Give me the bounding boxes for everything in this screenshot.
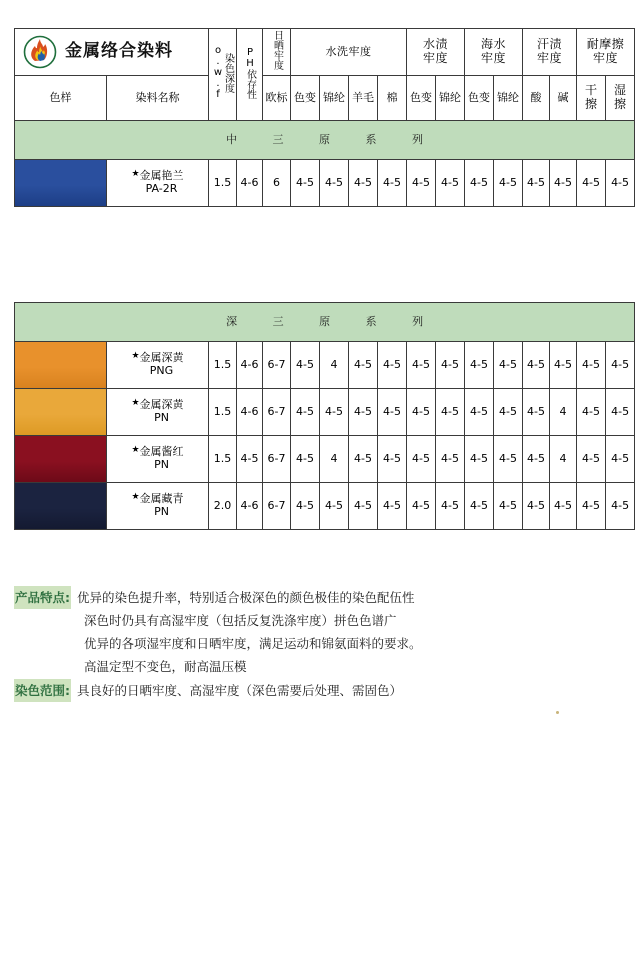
value-persp-alkali: 4 — [550, 436, 577, 483]
value-sea-change: 4-5 — [465, 436, 494, 483]
brand-logo-cell — [15, 29, 209, 76]
dye-name-line2: PA-2R — [145, 182, 178, 195]
value-rub-dry: 4-5 — [577, 436, 606, 483]
value-persp-acid: 4-5 — [523, 483, 550, 530]
value-rub-dry: 4-5 — [577, 342, 606, 389]
header-wash-change: 色变 — [291, 76, 320, 121]
value-wash-wool: 4-5 — [349, 483, 378, 530]
series-title-medium: 中 三 原 系 列 — [15, 121, 635, 160]
value-wash-nylon: 4 — [320, 342, 349, 389]
value-wash-change: 4-5 — [291, 342, 320, 389]
dye-name-line2: PNG — [149, 364, 174, 377]
color-swatch — [15, 160, 107, 207]
value-ph: 4-6 — [237, 389, 263, 436]
dye-name-cell — [107, 483, 209, 530]
table-row — [15, 342, 635, 389]
series-band-row — [15, 121, 635, 160]
color-swatch — [15, 436, 107, 483]
value-persp-alkali: 4-5 — [550, 160, 577, 207]
value-water-change: 4-5 — [407, 389, 436, 436]
header-water-nylon: 锦纶 — [436, 76, 465, 121]
value-light: 6-7 — [263, 483, 291, 530]
table-row — [15, 389, 635, 436]
value-dye-depth: 2.0 — [209, 483, 237, 530]
value-wash-nylon: 4 — [320, 436, 349, 483]
star-icon: ★ — [131, 492, 140, 503]
value-persp-alkali: 4-5 — [550, 483, 577, 530]
value-ph: 4-6 — [237, 342, 263, 389]
value-water-change: 4-5 — [407, 436, 436, 483]
value-wash-nylon: 4-5 — [320, 160, 349, 207]
value-persp-alkali: 4 — [550, 389, 577, 436]
table-row — [15, 483, 635, 530]
dye-name-line1: 金属深黄 — [139, 398, 184, 412]
value-wash-cotton: 4-5 — [378, 436, 407, 483]
value-sea-change: 4-5 — [465, 389, 494, 436]
dye-name-cell — [107, 342, 209, 389]
color-swatch — [15, 342, 107, 389]
value-wash-cotton: 4-5 — [378, 389, 407, 436]
dye-name-line1: 金属酱红 — [139, 445, 184, 459]
dye-name-line2: PN — [154, 411, 169, 424]
value-persp-acid: 4-5 — [523, 389, 550, 436]
star-icon: ★ — [131, 169, 140, 180]
dye-name-cell — [107, 436, 209, 483]
header-seawater-fastness: 海水 牢度 — [465, 29, 523, 76]
value-wash-nylon: 4-5 — [320, 389, 349, 436]
paper-speck — [556, 711, 559, 714]
dye-name-line1: 金属艳兰 — [139, 169, 184, 183]
flame-droplet-logo-icon — [23, 35, 57, 69]
value-water-change: 4-5 — [407, 342, 436, 389]
table-row — [15, 436, 635, 483]
value-sea-nylon: 4-5 — [494, 160, 523, 207]
series-title-deep: 深 三 原 系 列 — [15, 303, 635, 342]
value-light: 6-7 — [263, 389, 291, 436]
swatch-fill — [15, 436, 106, 482]
value-dye-depth: 1.5 — [209, 436, 237, 483]
value-wash-change: 4-5 — [291, 160, 320, 207]
value-sea-nylon: 4-5 — [494, 483, 523, 530]
header-water-fastness: 水渍 牢度 — [407, 29, 465, 76]
value-water-nylon: 4-5 — [436, 483, 465, 530]
value-persp-acid: 4-5 — [523, 342, 550, 389]
header-persp-alkali: 碱 — [550, 76, 577, 121]
value-dye-depth: 1.5 — [209, 342, 237, 389]
value-rub-wet: 4-5 — [606, 342, 635, 389]
swatch-fill — [15, 342, 106, 388]
value-water-nylon: 4-5 — [436, 436, 465, 483]
value-light: 6 — [263, 160, 291, 207]
feature-line-2: 深色时仍具有高湿牢度（包括反复洗涤牢度）拼色色谱广 — [84, 613, 397, 629]
value-dye-depth: 1.5 — [209, 389, 237, 436]
header-wash-cotton: 棉 — [378, 76, 407, 121]
header-rub-dry: 干 擦 — [577, 76, 606, 121]
header-wash-nylon: 锦纶 — [320, 76, 349, 121]
dye-name-line1: 金属深黄 — [139, 351, 184, 365]
header-rub-wet: 湿 擦 — [606, 76, 635, 121]
series-band-row — [15, 303, 635, 342]
value-sea-nylon: 4-5 — [494, 436, 523, 483]
value-wash-nylon: 4-5 — [320, 483, 349, 530]
value-rub-wet: 4-5 — [606, 160, 635, 207]
swatch-fill — [15, 389, 106, 435]
value-wash-wool: 4-5 — [349, 160, 378, 207]
value-rub-wet: 4-5 — [606, 436, 635, 483]
swatch-fill — [15, 160, 106, 206]
features-row — [14, 586, 626, 609]
value-wash-change: 4-5 — [291, 483, 320, 530]
value-wash-change: 4-5 — [291, 389, 320, 436]
dye-table-main — [14, 28, 635, 207]
header-dye-name: 染料名称 — [107, 76, 209, 121]
header-light-standard: 欧标 — [263, 76, 291, 121]
value-water-nylon: 4-5 — [436, 389, 465, 436]
header-wash-wool: 羊毛 — [349, 76, 378, 121]
features-label: 产品特点: — [14, 586, 71, 609]
header-ph: PH依存性 — [237, 29, 263, 121]
value-ph: 4-6 — [237, 483, 263, 530]
value-rub-dry: 4-5 — [577, 483, 606, 530]
color-swatch — [15, 389, 107, 436]
value-sea-nylon: 4-5 — [494, 342, 523, 389]
footer-notes — [14, 586, 626, 702]
feature-line-3: 优异的各项湿牢度和日晒牢度，满足运动和锦氨面料的要求。 — [84, 636, 422, 652]
header-sea-nylon: 锦纶 — [494, 76, 523, 121]
dye-table-deep-series — [14, 302, 635, 530]
header-perspiration-fastness: 汗渍 牢度 — [523, 29, 577, 76]
table-header-sub-row — [15, 76, 635, 121]
value-persp-alkali: 4-5 — [550, 342, 577, 389]
value-sea-change: 4-5 — [465, 483, 494, 530]
value-wash-wool: 4-5 — [349, 436, 378, 483]
header-rubbing-fastness: 耐摩擦 牢度 — [577, 29, 635, 76]
range-text: 具良好的日晒牢度、高湿牢度（深色需要后处理、需固色） — [77, 682, 403, 698]
header-persp-acid: 酸 — [523, 76, 550, 121]
dye-name-cell — [107, 389, 209, 436]
value-water-change: 4-5 — [407, 160, 436, 207]
header-water-change: 色变 — [407, 76, 436, 121]
value-sea-change: 4-5 — [465, 342, 494, 389]
value-persp-acid: 4-5 — [523, 160, 550, 207]
value-light: 6-7 — [263, 436, 291, 483]
feature-line-1: 优异的染色提升率，特别适合极深色的颜色极佳的染色配伍性 — [77, 590, 415, 605]
value-light: 6-7 — [263, 342, 291, 389]
value-wash-cotton: 4-5 — [378, 483, 407, 530]
header-wash-fastness: 水洗牢度 — [291, 29, 407, 76]
table-row — [15, 160, 635, 207]
value-sea-nylon: 4-5 — [494, 389, 523, 436]
value-ph: 4-5 — [237, 436, 263, 483]
value-wash-wool: 4-5 — [349, 342, 378, 389]
value-rub-wet: 4-5 — [606, 483, 635, 530]
value-water-nylon: 4-5 — [436, 160, 465, 207]
value-rub-dry: 4-5 — [577, 160, 606, 207]
swatch-fill — [15, 483, 106, 529]
value-ph: 4-6 — [237, 160, 263, 207]
dye-name-line2: PN — [154, 458, 169, 471]
table-header-top-row — [15, 29, 635, 76]
star-icon: ★ — [131, 351, 140, 362]
value-rub-wet: 4-5 — [606, 389, 635, 436]
value-sea-change: 4-5 — [465, 160, 494, 207]
dye-name-cell — [107, 160, 209, 207]
header-light-fastness: 日晒牢度 — [263, 29, 291, 76]
header-sea-change: 色变 — [465, 76, 494, 121]
value-dye-depth: 1.5 — [209, 160, 237, 207]
dye-name-line2: PN — [154, 505, 169, 518]
value-wash-cotton: 4-5 — [378, 342, 407, 389]
value-persp-acid: 4-5 — [523, 436, 550, 483]
value-wash-cotton: 4-5 — [378, 160, 407, 207]
value-wash-wool: 4-5 — [349, 389, 378, 436]
value-rub-dry: 4-5 — [577, 389, 606, 436]
range-row — [14, 679, 626, 702]
value-water-nylon: 4-5 — [436, 342, 465, 389]
header-dye-depth: 染色深度 o.w.f — [209, 29, 237, 121]
range-label: 染色范围: — [14, 679, 71, 702]
star-icon: ★ — [131, 398, 140, 409]
feature-line-4: 高温定型不变色，耐高温压模 — [84, 659, 247, 675]
header-swatch: 色样 — [15, 76, 107, 121]
value-wash-change: 4-5 — [291, 436, 320, 483]
brand-name: 金属络合染料 — [65, 41, 173, 62]
dye-name-line1: 金属藏青 — [139, 492, 184, 506]
color-swatch — [15, 483, 107, 530]
star-icon: ★ — [131, 445, 140, 456]
value-water-change: 4-5 — [407, 483, 436, 530]
